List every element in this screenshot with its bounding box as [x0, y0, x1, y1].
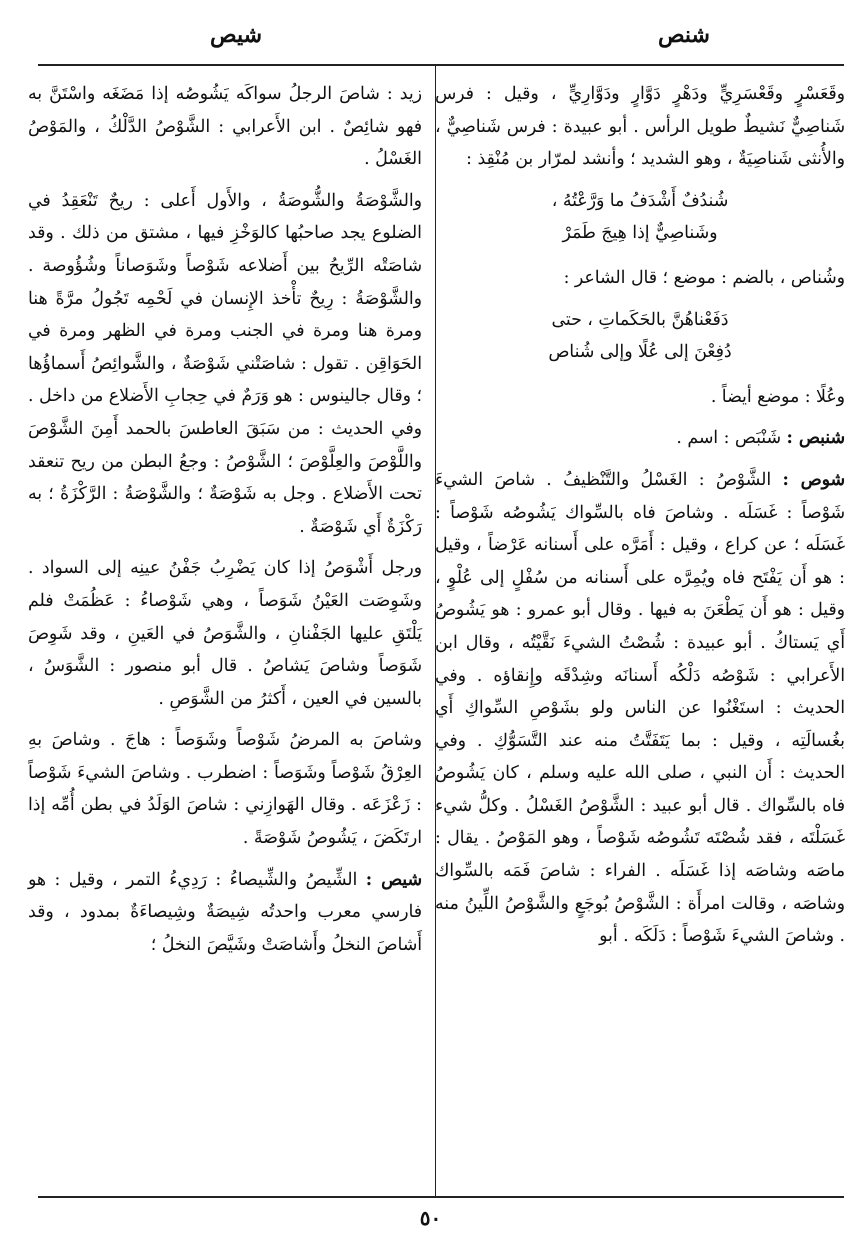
- entry-shays: [28, 864, 422, 962]
- paragraph: والشَّوْصَةُ والشُّوصَةُ ، والأَول أَعلى : ريحٌ تَنْعَقِدُ في الضلوع يجد صاحبُها كالوَخْزِ فيها ، مشتق من ذلك . وقد شاصَتْه الرِّيحُ بين أَضلاعه شَوْصاً وشَوَصاناً وشُؤُوصة . والشَّوْصَةُ : رِيحٌ تأْخذ الإِنسان في لَحْمِه تَجُولُ مرَّةً هنا ومرة هنا ومرة في الجنب ومرة في الظهر ومرة في الحَوَاقِن . تقول : شاصَتْني شَوْصَةٌ ، والشَّوائِصُ أَسماؤُها ؛ وقال جالينوس : هو وَرَمٌ في حِجابِ الأَضلاع من داخل . وفي الحديث : من سَبَقَ العاطسَ بالحمد أَمِنَ الشَّوْصَ واللَّوْصَ والعِلَّوْصَ ؛ الشَّوْصُ : وجعُ البطن من ريح تنعقد تحت الأَضلاع . وجل به شَوْصَةٌ ؛ والشَّوْصَةُ : الرَّكْزَةُ ؛ به رَكْزَةٌ أَي شَوْصَةٌ .: [28, 190, 422, 537]
- entry-body: شَنْبَص : اسم .: [676, 428, 782, 449]
- page-header: [40, 22, 840, 62]
- right-column: [435, 78, 845, 962]
- paragraph: وشُناص ، بالضم : موضع ؛ قال الشاعر :: [563, 267, 845, 288]
- entry-body: الشَّوْصُ : الغَسْلُ والتَّنْظيفُ . شاصَ الشيءَ شَوْصاً : غَسَلَه . وشاصَ فاه بالسِّواك يَشُوصُه شَوْصاً : غَسَلَه ؛ عن كراع ، وقيل : أَمَرَّه على أَسنانه عَرْضاً ، وقيل : هو أَن يَفْتَح فاه ويُمِرَّه على أَسنانه من سُفْلٍ إلى عُلْوٍ ، وقيل : هو أَن يَطْعَنَ به فيها . وقال أبو عمرو : هو يَشُوصُ أَي يَستاكُ . أبو عبيدة : شُصْتُ الشيءَ نَقَّيْتُه ، وقال ابن الأَعرابي : شَوْصُه دَلْكُه أَسنانَه وشِدْقَه وإِنقاؤه . وفي الحديث : استَغْنُوا عن الناس ولو بشَوْصِ السِّواكِ أَي بغُسالَتِه ، وقيل : بما يَتَفَتَّتُ منه عند التَّسَوُّكِ . وفي الحديث : أَن النبي ، صلى الله عليه وسلم ، كان يَشُوصُ فاه بالسِّواك . قال أبو عبيد : الشَّوْصُ الغَسْلُ . وكلُّ شيء غَسَلْتَه ، فقد شُصْتَه تَشُوصُه شَوْصاً ، وهو المَوْصُ . يقال : ماصَه وشاصَه إذا غَسَلَه . الفراء : شاصَ فَمَه بالسِّواك وشاصَه ، وقالت امرأَة : الشَّوْصُ بُوجَعٍ والشَّوْصُ اللِّينُ منه . وشاصَ الشيءَ شَوْصاً : دَلَكَه . أبو: [435, 469, 845, 947]
- headword-right: شنص: [657, 22, 710, 48]
- entry-head: شنبص :: [786, 428, 845, 449]
- entry-head: شيص :: [365, 869, 422, 890]
- verse-line: وشَناصِيٌّ إذا هِيجَ طَمَرْ: [562, 223, 718, 244]
- verse: [435, 304, 845, 369]
- header-rule: [38, 64, 844, 66]
- headword-left: شيص: [210, 22, 263, 48]
- paragraph: ورجل أَشْوَصُ إذا كان يَضْرِبُ جَفْنُ عينِه إلى السواد . وشَوِصَت العَيْنُ شَوَصاً ، وهي شَوْصاءُ : عَظُمَتْ فلم يَلْتَقِ عليها الجَفْنانِ ، والشَّوَصُ في العَينِ ، وقد شَوِصَ شَوَصاً وشاصَ يَشاصُ . قال أبو منصور : الشَّوَسُ ، بالسين في العين ، أَكثرُ من الشَّوَصِ .: [28, 558, 422, 709]
- verse: [435, 185, 845, 250]
- verse-line: شُندُفٌ أَشْدَفُ ما وَرَّعْتُهُ ،: [551, 190, 729, 211]
- paragraph: وعُلًا : موضع أيضاً .: [710, 386, 845, 407]
- entry-shanbas: [435, 422, 845, 455]
- verse-line: دُفِعْنَ إلى عُلًا وإلى شُناص: [548, 342, 732, 363]
- entry-shaws: [435, 464, 845, 953]
- paragraph: وشاصَ به المرضُ شَوْصاً وشَوَصاً : هاجَ . وشاصَ بهِ العِرْقُ شَوْصاً وشَوَصاً : اضطرب . وشاصَ الشيءَ شَوْصاً : زَعْزَعَه . وقال الهَوازِني : شاصَ الوَلَدُ في بطن أُمِّه إذا ارتَكَضَ ، يَشُوصُ شَوْصَةً .: [28, 730, 422, 849]
- footer-rule: [38, 1196, 844, 1198]
- paragraph: وقَعَسْرٍ وقَعْسَرِيٍّ ودَهْرٍ دَوَّارٍ ودَوَّارِيٍّ ، وقيل : فرس شَناصِيٌّ نَشيطٌ طويل الرأس . أبو عبيدة : فرس شَناصِيٌّ ، والأُنثى شَناصِيَةٌ ، وهو الشديد ؛ وأنشد لمرّار بن مُنْقِذ :: [435, 84, 845, 170]
- entry-body: الشِّيصُ والشِّيصاءُ : رَدِيءُ التمر ، وقيل : هو فارسي معرب واحدتُه شِيصَةٌ وشِيصاءَةٌ بمدود ، وقد أَشاصَ النخلُ وأَشاصَتْ وشَيَّصَ النخلُ ؛: [28, 869, 422, 955]
- entry-head: شوص :: [782, 469, 845, 490]
- page-number: ٥٠: [419, 1206, 442, 1230]
- paragraph: زيد : شاصَ الرجلُ سواكَه يَشُوصُه إذا مَضَغَه واسْتَنَّ به فهو شائِصٌ . ابن الأَعرابي : الشَّوْصُ الدَّلْكُ ، والمَوْصُ الغَسْلُ .: [28, 84, 422, 170]
- verse-line: دَفَعْناهُنَّ بالحَكَماتِ ، حتى: [551, 309, 729, 330]
- left-column: [28, 78, 422, 970]
